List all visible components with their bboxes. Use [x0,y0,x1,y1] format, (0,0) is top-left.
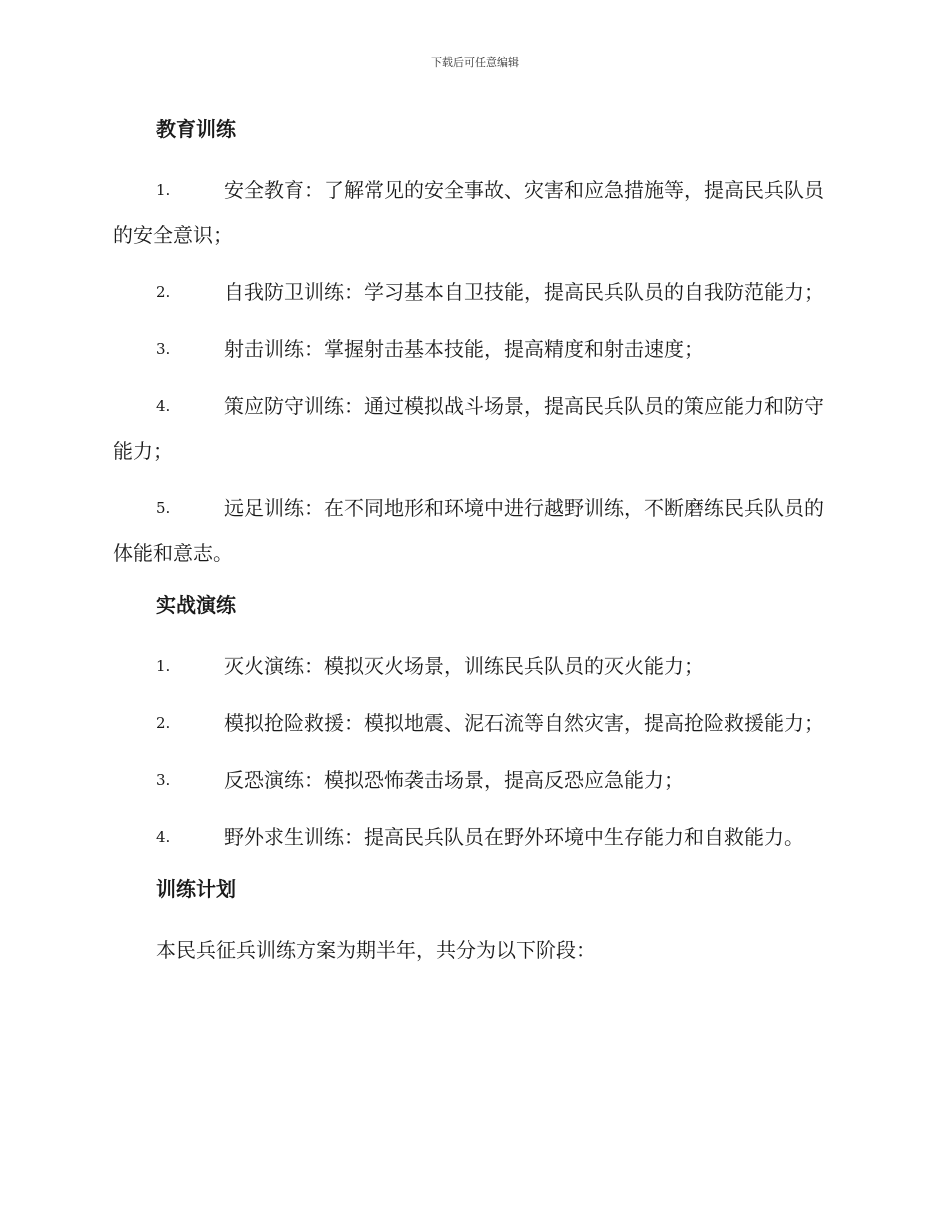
list-text: 自我防卫训练：学习基本自卫技能，提高民兵队员的自我防范能力； [224,280,824,304]
list-number: 3. [156,771,171,789]
document-body [113,112,837,985]
list-item [113,644,837,689]
list-item [113,486,837,576]
list-item [113,701,837,746]
list-item [113,384,837,474]
list-number: 1. [156,181,171,199]
list-number: 5. [156,499,171,517]
list-item [113,270,837,315]
page-header: 下载后可任意编辑 [431,56,519,69]
list-text: 射击训练：掌握射击基本技能，提高精度和射击速度； [224,337,704,361]
list-number: 2. [156,283,171,301]
section-education [113,112,837,576]
list-number: 1. [156,657,171,675]
list-text: 远足训练：在不同地形和环境中进行越野训练，不断磨练民兵队员的体能和意志。 [113,496,824,565]
list-item [113,327,837,372]
section-drills [113,588,837,860]
list-text: 灭火演练：模拟灭火场景，训练民兵队员的灭火能力； [224,654,704,678]
list-number: 4. [156,397,171,415]
list-number: 2. [156,714,171,732]
section-heading: 实战演练 [156,593,236,617]
list-item [113,815,837,860]
section-heading: 训练计划 [156,877,236,901]
list-text: 策应防守训练：通过模拟战斗场景，提高民兵队员的策应能力和防守能力； [113,394,824,463]
list-item [113,168,837,258]
list-number: 4. [156,828,171,846]
list-text: 模拟抢险救援：模拟地震、泥石流等自然灾害，提高抢险救援能力； [224,711,824,735]
list-text: 反恐演练：模拟恐怖袭击场景，提高反恐应急能力； [224,768,684,792]
list-text: 野外求生训练：提高民兵队员在野外环境中生存能力和自救能力。 [224,825,804,849]
list-text: 安全教育：了解常见的安全事故、灾害和应急措施等，提高民兵队员的安全意识； [113,178,824,247]
section-plan [113,872,837,973]
list-item [113,758,837,803]
list-number: 3. [156,340,171,358]
section-heading: 教育训练 [156,117,236,141]
plan-paragraph: 本民兵征兵训练方案为期半年，共分为以下阶段： [156,938,596,962]
